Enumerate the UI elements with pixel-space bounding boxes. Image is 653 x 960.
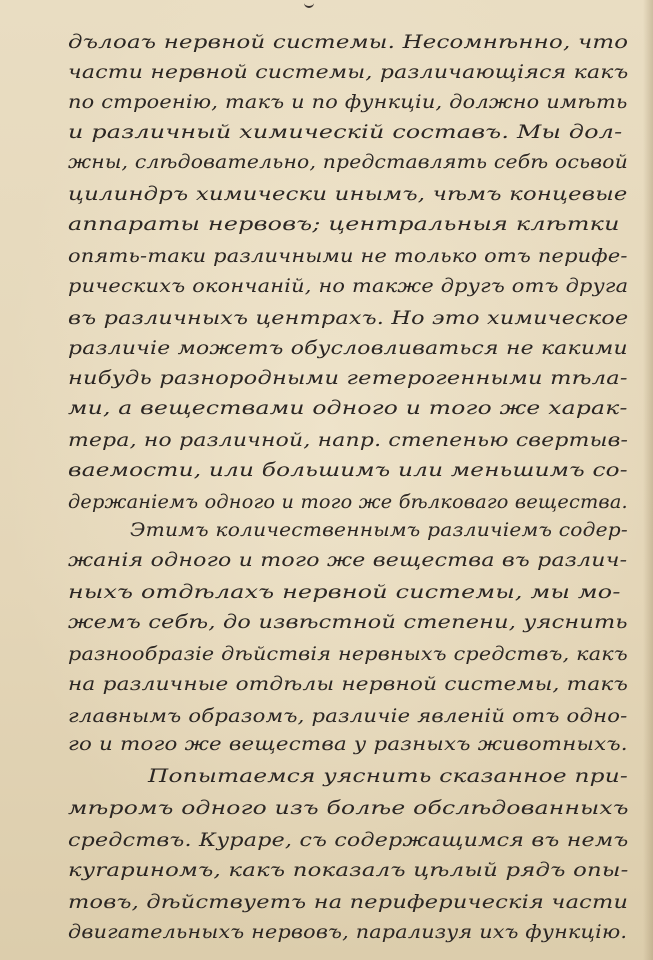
manuscript-line: разнообразіе дѣйствія нервныхъ средствъ, какъ	[68, 643, 628, 665]
manuscript-line: Попытаемся уяснить сказанное при-	[148, 765, 629, 787]
manuscript-line: главнымъ образомъ, различіе явленій отъ одно-	[68, 705, 628, 727]
manuscript-line: нибудь разнородными гетерогенными тѣла-	[68, 367, 628, 389]
manuscript-line: ныхъ отдѣлахъ нервной системы, мы мо-	[68, 581, 621, 603]
manuscript-line: тера, но различной, напр. степенью свертыв-	[68, 429, 629, 451]
manuscript-line: мѣромъ одного изъ болѣе обслѣдованныхъ	[68, 797, 629, 819]
manuscript-line: Этимъ количественнымъ различіемъ содер-	[130, 519, 628, 541]
manuscript-line: товъ, дѣйствуетъ на периферическія части	[68, 891, 629, 913]
manuscript-line: опять-таки различными не только отъ перифе-	[68, 245, 628, 267]
manuscript-line: куraриномъ, какъ показалъ цѣлый рядъ опы-	[68, 859, 629, 881]
manuscript-line: жемъ себѣ, до извѣстной степени, уяснить	[68, 611, 628, 633]
manuscript-line: ваемости, или большимъ или меньшимъ со-	[68, 459, 628, 481]
manuscript-line: рическихъ окончаній, но также другъ отъ друга	[68, 275, 629, 297]
manuscript-line: различіе можетъ обусловливаться не какими	[68, 337, 628, 359]
manuscript-line: на различные отдѣлы нервной системы, такъ	[68, 673, 629, 695]
manuscript-line: двигательныхъ нервовъ, парализуя ихъ функцію.	[68, 921, 628, 943]
manuscript-line: аппараты нервовъ; центральныя клѣтки	[68, 213, 620, 235]
manuscript-line: части нервной системы, различающіяся какъ	[68, 61, 629, 83]
manuscript-line: жанія одного и того же вещества въ различ-	[68, 549, 628, 571]
manuscript-line: жны, слѣдовательно, представлять себѣ осьвой	[68, 151, 628, 173]
manuscript-line: по строенію, такъ и по функціи, должно имѣть	[68, 91, 628, 113]
manuscript-line: держаніемъ одного и того же бѣлковаго вещества.	[68, 491, 628, 513]
manuscript-line: го и того же вещества у разныхъ животныхъ.	[68, 733, 628, 755]
manuscript-line: въ различныхъ центрахъ. Но это химическое	[68, 307, 629, 329]
manuscript-line: ми, а веществами одного и того же харак-	[68, 397, 628, 419]
manuscript-line: средствъ. Кураре, съ содержащимся въ немъ	[68, 829, 629, 851]
manuscript-line: цилиндръ химически инымъ, чѣмъ концевые	[68, 183, 628, 205]
manuscript-line: и различный химическій составъ. Мы дол-	[68, 121, 623, 143]
manuscript-line: дълоаъ нервной системы. Несомнѣнно, что	[68, 31, 629, 53]
